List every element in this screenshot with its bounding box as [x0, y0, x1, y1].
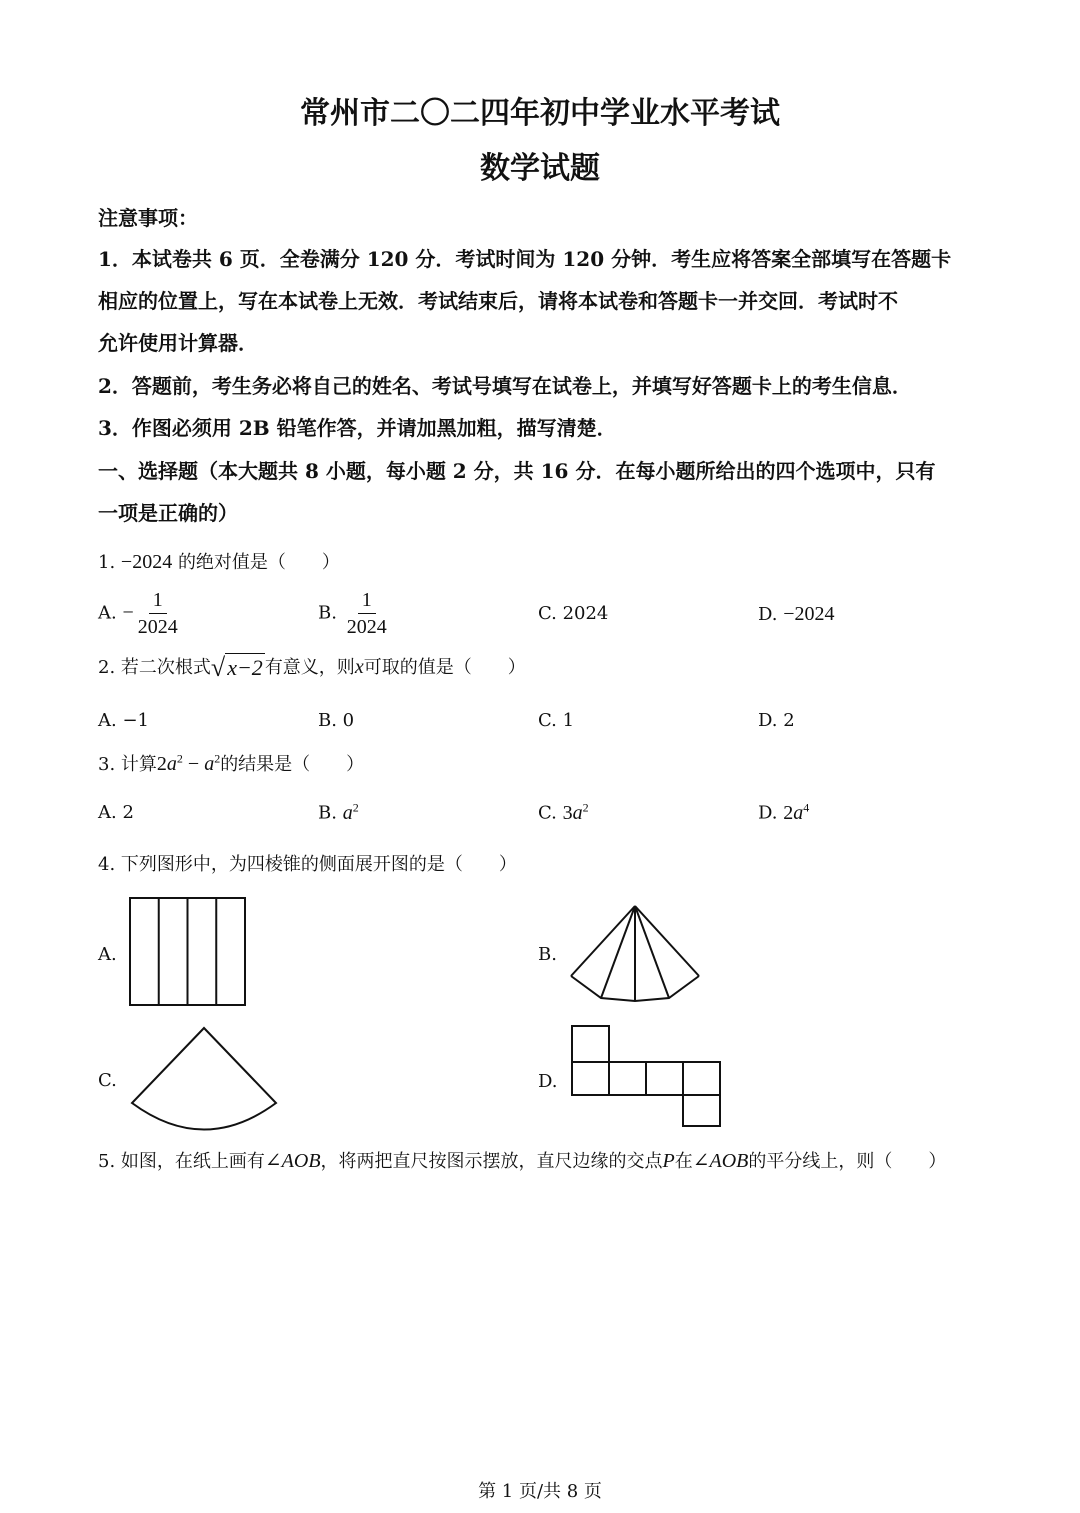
q1-option-a-sign: −	[122, 601, 134, 624]
q1-option-b-label: B.	[318, 602, 337, 624]
coefficient: 2	[783, 801, 794, 824]
angle-label: ∠AOB	[264, 1150, 321, 1172]
net-square	[572, 1026, 609, 1062]
question-2	[98, 653, 526, 683]
fan-edge	[635, 906, 699, 976]
sector-shape	[132, 1028, 276, 1130]
question-1	[98, 548, 340, 574]
section-1-line-1: 一、选择题（本大题共 8 小题，每小题 2 分，共 16 分．在每小题所给出的四个选项中，只有	[98, 459, 936, 483]
page-number: 第 1 页/共 8 页	[478, 1481, 602, 1502]
question-3-lead: 3. 计算	[98, 754, 157, 775]
q3-option-c-label: C.	[538, 802, 557, 824]
exponent: 2	[214, 751, 221, 766]
coefficient: 3	[562, 801, 573, 824]
q1-option-a	[98, 590, 182, 637]
q3-option-b	[318, 800, 359, 825]
question-4: 4. 下列图形中，为四棱锥的侧面展开图的是（ ）	[98, 854, 517, 875]
exam-subtitle: 数学试题	[480, 151, 600, 186]
q4-option-a-figure	[129, 897, 246, 1006]
q4-option-c-figure	[130, 1026, 278, 1132]
question-3-end: 的结果是（ ）	[220, 754, 365, 775]
question-1-text: 的绝对值是（ ）	[177, 552, 340, 573]
notice-item-2: 2．答题前，考生务必将自己的姓名、考试号填写在试卷上，并填写好答题卡上的考生信息．	[98, 374, 912, 398]
question-2-variable: x	[354, 656, 364, 678]
q1-option-d	[758, 603, 835, 626]
q1-option-d-label: D.	[758, 604, 778, 625]
fraction-numerator: 1	[358, 590, 376, 614]
notice-heading: 注意事项：	[98, 206, 198, 230]
q3-option-d-label: D.	[758, 802, 778, 824]
fan-edge	[601, 906, 635, 998]
question-1-expression: −2024	[120, 551, 173, 573]
question-5-part-2: ，将两把直尺按图示摆放，直尺边缘的交点	[320, 1151, 663, 1172]
question-2-lead: 2. 若二次根式	[98, 657, 211, 678]
q4-option-d-label: D.	[538, 1071, 558, 1092]
variable: a	[572, 801, 583, 824]
angle-label: ∠AOB	[692, 1150, 749, 1172]
section-1-line-2: 一项是正确的）	[98, 501, 238, 525]
q4-option-d-figure	[570, 1024, 722, 1128]
net-square	[572, 1062, 609, 1095]
variable: a	[342, 801, 353, 824]
point-label: P	[662, 1150, 675, 1172]
question-2-end: 可取的值是（ ）	[363, 657, 526, 678]
q1-option-d-value: −2024	[783, 603, 835, 625]
fan-edge	[635, 906, 669, 998]
q4-option-a-label: A.	[98, 944, 117, 965]
q1-option-a-label: A.	[98, 602, 117, 624]
operator: −	[182, 753, 205, 775]
q2-option-a: A. −1	[98, 710, 149, 731]
question-5-part-4: 的平分线上，则（ ）	[748, 1151, 947, 1172]
question-3-expression	[157, 753, 220, 775]
notice-item-1-line-2: 相应的位置上，写在本试卷上无效．考试结束后，请将本试卷和答题卡一并交回．考试时不	[98, 289, 898, 313]
exponent: 2	[176, 751, 183, 766]
net-square	[609, 1062, 646, 1095]
exponent: 4	[803, 800, 810, 814]
q3-option-a: A. 2	[98, 802, 134, 823]
question-5	[98, 1147, 946, 1173]
coefficient: 2	[156, 753, 167, 775]
notice-item-1-line-3: 允许使用计算器．	[98, 331, 258, 355]
q4-option-c-label: C.	[98, 1070, 117, 1091]
net-square	[683, 1095, 720, 1126]
exponent: 2	[582, 800, 589, 814]
fan-edge	[571, 906, 635, 976]
notice-item-1-line-1: 1．本试卷共 6 页．全卷满分 120 分．考试时间为 120 分钟．考生应将答案全部填写在答题卡	[98, 247, 952, 271]
q2-option-b: B. 0	[318, 710, 355, 731]
net-square	[683, 1062, 720, 1095]
question-5-part-3: 在	[674, 1151, 693, 1172]
question-2-radical	[211, 653, 265, 683]
question-5-part-1: 5. 如图，在纸上画有	[98, 1151, 265, 1172]
net-square	[646, 1062, 683, 1095]
question-3	[98, 750, 364, 776]
q1-option-b-fraction	[343, 590, 391, 637]
q3-option-c	[538, 800, 589, 825]
fraction-numerator: 1	[149, 590, 167, 614]
fraction-denominator: 2024	[137, 616, 178, 638]
exam-title: 常州市二〇二四年初中学业水平考试	[300, 96, 780, 131]
q1-option-a-fraction	[134, 590, 182, 637]
exponent: 2	[352, 800, 359, 814]
question-2-mid: 有意义，则	[264, 657, 355, 678]
q4-option-b-figure	[568, 904, 702, 1000]
q1-option-c: C. 2024	[538, 603, 609, 624]
q3-option-b-label: B.	[318, 802, 337, 824]
radical-sign-icon: √	[210, 653, 226, 682]
q1-option-b	[318, 590, 391, 637]
variable: a	[793, 801, 804, 824]
notice-item-3: 3．作图必须用 2B 铅笔作答，并请加黑加粗，描写清楚．	[98, 416, 617, 440]
variable: a	[166, 753, 177, 775]
variable: a	[204, 753, 215, 775]
q4-option-b-label: B.	[538, 944, 557, 965]
fraction-denominator: 2024	[346, 616, 387, 638]
q2-option-d: D. 2	[758, 710, 795, 731]
radicand: x−2	[225, 653, 265, 683]
question-1-number: 1.	[98, 552, 116, 573]
q3-option-d	[758, 800, 809, 825]
q2-option-c: C. 1	[538, 710, 575, 731]
